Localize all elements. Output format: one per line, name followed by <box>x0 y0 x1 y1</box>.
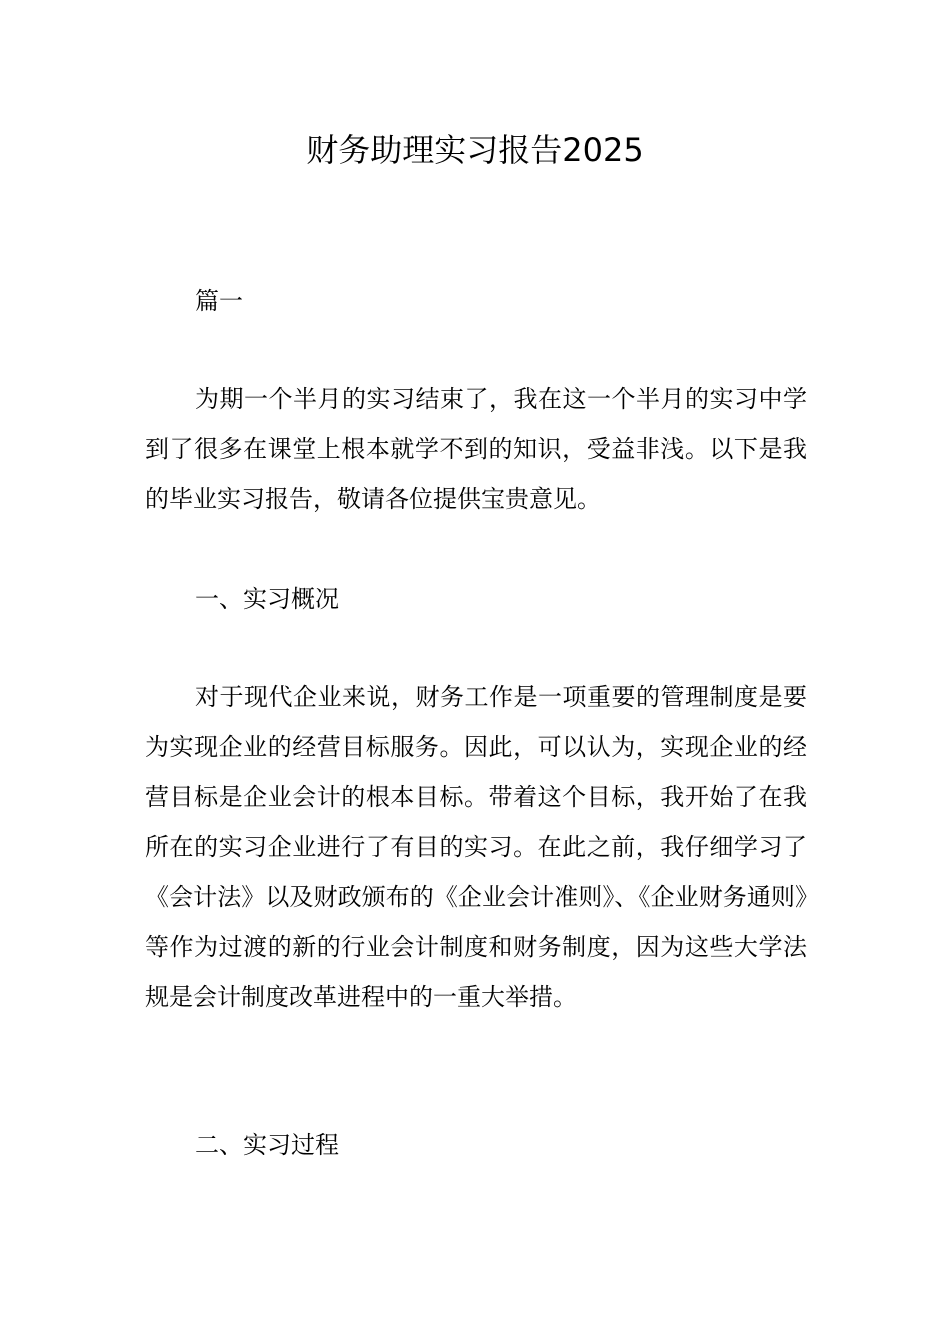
document-title: 财务助理实习报告2025 <box>306 131 644 169</box>
intro-paragraph: 为期一个半月的实习结束了，我在这一个半月的实习中学到了很多在课堂上根本就学不到的知识，受益非浅。以下是我的毕业实习报告，敬请各位提供宝贵意见。 <box>145 385 807 513</box>
section-label: 篇一 <box>195 287 243 315</box>
section-heading-process: 二、实习过程 <box>195 1131 339 1159</box>
overview-paragraph: 对于现代企业来说，财务工作是一项重要的管理制度是要为实现企业的经营目标服务。因此，可以认为，实现企业的经营目标是企业会计的根本目标。带着这个目标，我开始了在我所在的实习企业进行了有目的实习。在此之前，我仔细学习了《会计法》以及财政颁布的《企业会计准则》、《企业财务通则》等作为过渡的新的行业会计制度和财务制度，因为这些大学法规是会计制度改革进程中的一重大举措。 <box>145 683 807 1011</box>
section-heading-overview: 一、实习概况 <box>195 585 339 613</box>
